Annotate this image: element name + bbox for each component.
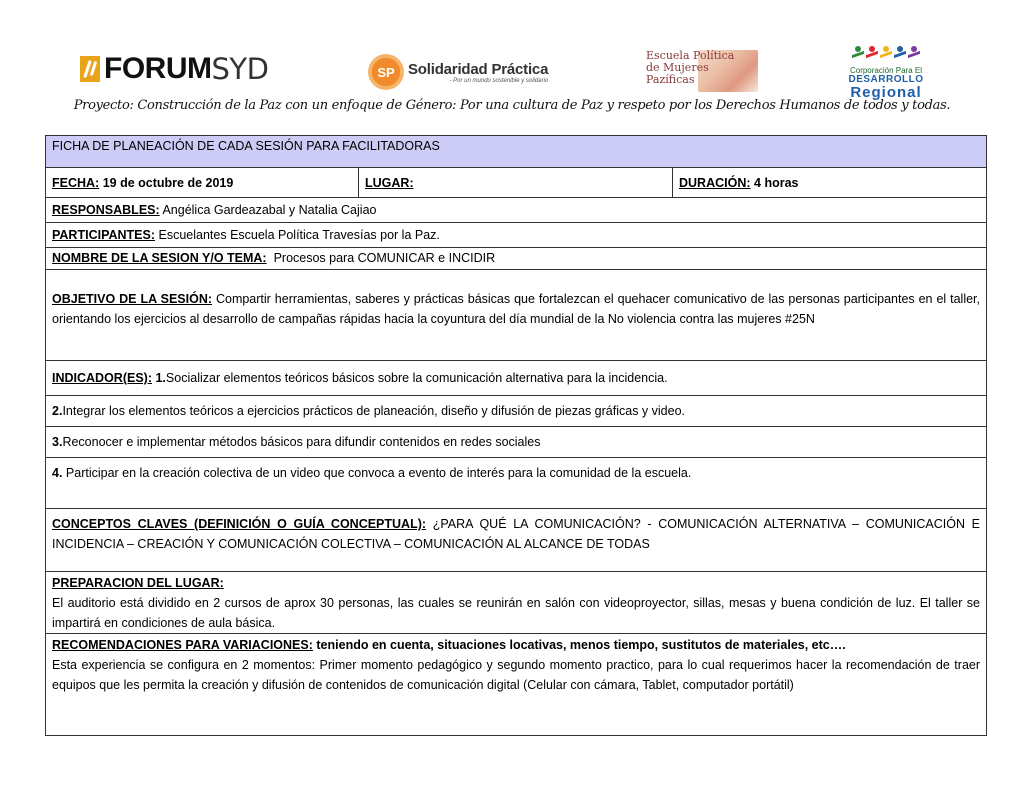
duracion-value: 4 horas — [754, 176, 799, 190]
forumsyd-logo-light: SYD — [211, 52, 269, 86]
participantes-row — [46, 223, 987, 248]
wheat-icon — [80, 56, 100, 82]
participantes-value: Escuelantes Escuela Política Travesías por la Paz. — [158, 228, 440, 242]
conceptos-row — [46, 509, 987, 572]
conceptos-label: CONCEPTOS CLAVES (DEFINICIÓN O GUÍA CONCEPTUAL): — [52, 517, 427, 531]
objetivo-row — [46, 270, 987, 361]
conceptos-value: ¿PARA QUÉ LA COMUNICACIÓN? - COMUNICACIÓN ALTERNATIVA – COMUNICACIÓN E INCIDENCIA – CREACIÓN Y COMUNICACIÓN COLECTIVA – COMUNICACIÓN AL ALCANCE DE TODAS — [52, 517, 981, 551]
people-icon — [832, 46, 940, 66]
fecha-row — [46, 168, 987, 198]
indicador-num-4: 4. — [52, 466, 63, 480]
indicador-text-4: Participar en la creación colectiva de un video que convoca a evento de interés para la comunidad de la escuela. — [62, 466, 692, 480]
recomendaciones-label: RECOMENDACIONES PARA VARIACIONES: — [52, 638, 313, 652]
sheet-title: FICHA DE PLANEACIÓN DE CADA SESIÓN PARA FACILITADORAS — [46, 136, 987, 168]
indicador-row-3 — [46, 427, 987, 458]
indicadores-label: INDICADOR(ES): — [52, 371, 152, 385]
indicador-text-2: Integrar los elementos teóricos a ejercicios prácticos de planeación, diseño y difusión de piezas gráficas y video. — [62, 404, 685, 418]
preparacion-value: El auditorio está dividido en 2 cursos de aprox 30 personas, las cuales se reunirán en salón con videoproyector, sillas, mesas y buena condición de luz. El taller se impartirá en condiciones de aula básica. — [52, 596, 981, 630]
responsables-label: RESPONSABLES: — [52, 203, 160, 217]
corporacion-desarrollo-logo — [832, 46, 940, 101]
project-subtitle: Proyecto: Construcción de la Paz con un enfoque de Género: Por una cultura de Paz y respeto por los Derechos Humanos de todos y todas. — [73, 98, 951, 113]
recomendaciones-row — [46, 634, 987, 736]
solidaridad-practica-logo — [368, 50, 548, 94]
indicador-num-1: 1. — [155, 371, 166, 385]
indicador-row-2 — [46, 396, 987, 427]
responsables-row — [46, 198, 987, 223]
escuela-line-3: Pazíficas — [646, 73, 695, 86]
escuela-line-1: Escuela Política — [646, 49, 735, 62]
escuela-politica-logo — [646, 48, 758, 92]
indicador-text-1: Socializar elementos teóricos básicos sobre la comunicación alternativa para la incidencia. — [165, 371, 668, 385]
solidaridad-name: Solidaridad Práctica — [408, 60, 549, 78]
indicador-text-3: Reconocer e implementar métodos básicos para difundir contenidos en redes sociales — [62, 435, 541, 449]
nombre-sesion-row — [46, 248, 987, 270]
corporacion-line-1: Corporación Para El — [849, 66, 923, 75]
recomendaciones-bold-value: teniendo en cuenta, situaciones locativas, menos tiempo, sustitutos de materiales, etc…. — [316, 638, 846, 652]
indicador-num-2: 2. — [52, 404, 63, 418]
recomendaciones-value: Esta experiencia se configura en 2 momentos: Primer momento pedagógico y segundo momento practico, para lo cual requerimos hacer la recomendación de traer equipos que les permita la creación y difusión de contenidos de comunicación digital (Celular con cámara, Tablet, computador portátil) — [52, 658, 981, 692]
corporacion-line-3: Regional — [850, 84, 922, 101]
corporacion-line-2: DESARROLLO — [848, 74, 924, 85]
participantes-label: PARTICIPANTES: — [52, 228, 156, 242]
nombre-sesion-value: Procesos para COMUNICAR e INCIDIR — [273, 251, 496, 265]
solidaridad-tagline: - Por un mundo sostenible y solidario — [449, 77, 549, 84]
fecha-label: FECHA: — [52, 176, 100, 190]
forumsyd-logo-bold: FORUM — [104, 52, 212, 85]
escuela-line-2: de Mujeres — [646, 61, 709, 74]
objetivo-value: Compartir herramientas, saberes y prácticas básicas que fortalezcan el quehacer comunicativo de las personas participantes en el taller, orientando los ejercicios al desarrollo de campañas rápidas hacia la coyuntura del día mundial de la No violencia contra las mujeres #25N — [52, 292, 980, 326]
indicador-num-3: 3. — [52, 435, 63, 449]
indicador-row-1 — [46, 361, 987, 396]
sun-icon: SP — [368, 54, 404, 90]
responsables-value: Angélica Gardeazabal y Natalia Cajiao — [162, 203, 377, 217]
nombre-sesion-label: NOMBRE DE LA SESION Y/O TEMA: — [52, 251, 267, 265]
planning-sheet-table — [45, 135, 987, 736]
lugar-label: LUGAR: — [365, 176, 414, 190]
forumsyd-logo — [80, 54, 268, 84]
objetivo-label: OBJETIVO DE LA SESIÓN: — [52, 292, 213, 306]
logo-bar — [0, 44, 1024, 101]
table-header-row — [46, 136, 987, 168]
indicador-row-4 — [46, 458, 987, 509]
preparacion-row — [46, 572, 987, 634]
preparacion-label: PREPARACION DEL LUGAR: — [52, 576, 224, 590]
duracion-label: DURACIÓN: — [679, 176, 751, 190]
fecha-value: 19 de octubre de 2019 — [102, 176, 234, 190]
